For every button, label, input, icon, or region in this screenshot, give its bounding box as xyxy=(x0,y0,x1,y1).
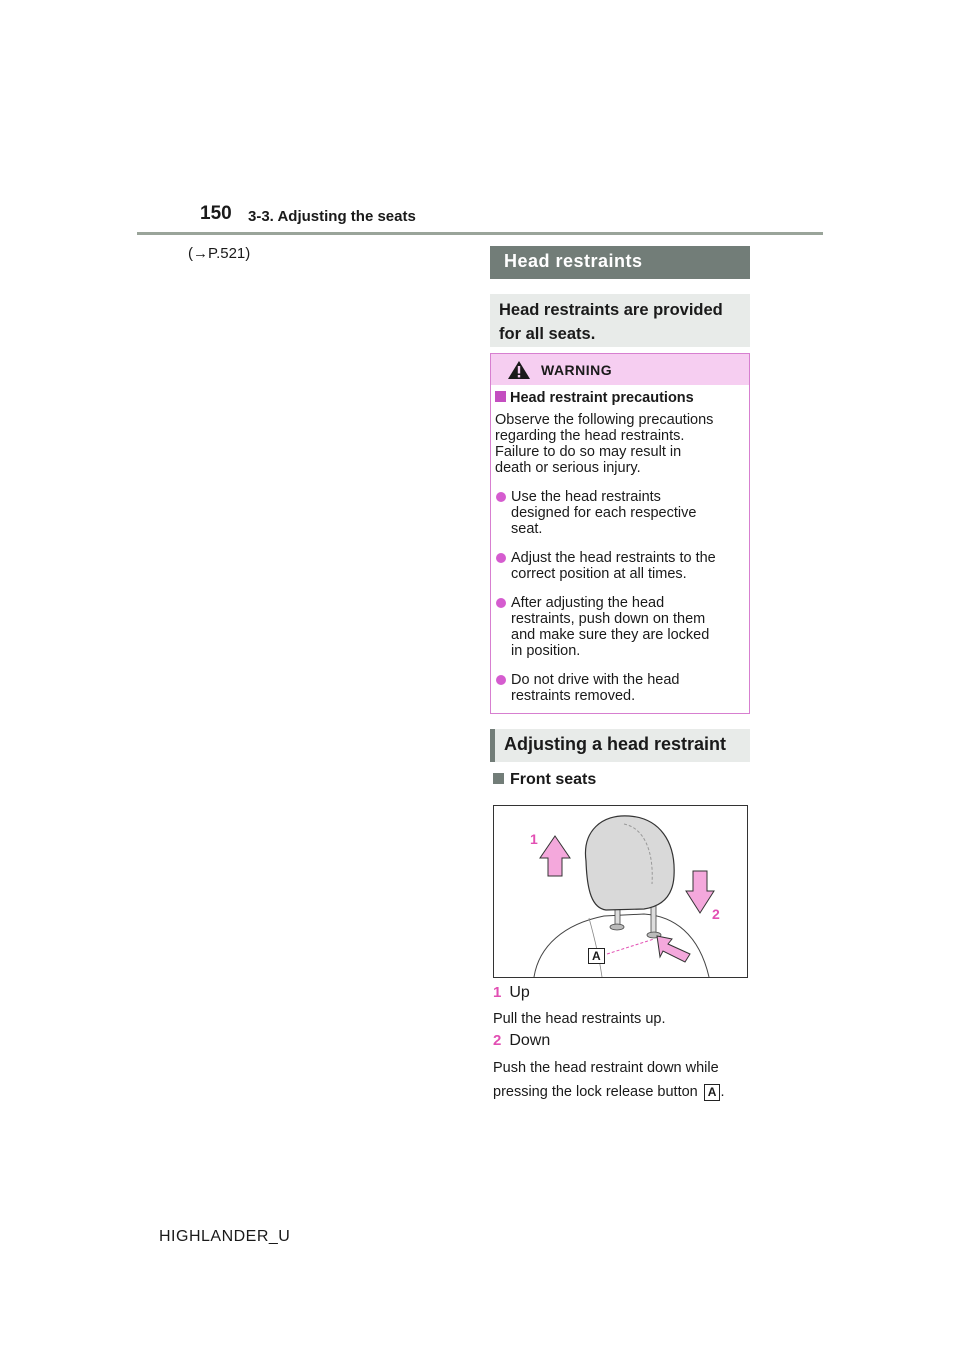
step-2-desc-end: . xyxy=(720,1084,725,1100)
bullet-line: Use the head restraints xyxy=(511,489,661,505)
warning-subheading xyxy=(495,390,694,406)
warning-box xyxy=(490,353,750,714)
bullet-line: restraints removed. xyxy=(511,688,636,704)
bullet-line: in position. xyxy=(511,643,581,659)
bullet-line: After adjusting the head xyxy=(511,595,665,611)
warning-text xyxy=(495,412,745,476)
section-title: 3-3. Adjusting the seats xyxy=(248,208,416,225)
warning-header xyxy=(491,354,749,385)
step-1 xyxy=(493,984,530,1002)
bullet-line: and make sure they are locked xyxy=(511,627,710,643)
warning-bullet xyxy=(496,489,744,537)
figure-label-2: 2 xyxy=(712,906,720,922)
bullet-line: restraints, push down on them xyxy=(511,611,706,627)
heading-head-restraints: Head restraints xyxy=(490,246,750,279)
warning-text-line: regarding the head restraints. xyxy=(495,428,685,444)
warning-text-line: Failure to do so may result in xyxy=(495,444,682,460)
figure-label-1: 1 xyxy=(530,831,538,847)
warning-triangle-icon xyxy=(507,360,531,383)
warning-text-line: death or serious injury. xyxy=(495,460,641,476)
warning-subheading-text: Head restraint precautions xyxy=(510,390,694,406)
head-restraint-illustration xyxy=(493,805,748,978)
step-2-desc-line-2: pressing the lock release button xyxy=(493,1084,698,1100)
warning-bullet xyxy=(496,672,744,704)
bullet-dot-icon xyxy=(496,598,506,608)
step-2-desc-line-1: Push the head restraint down while xyxy=(493,1060,719,1076)
page-number: 150 xyxy=(200,203,232,224)
button-a-label: A xyxy=(704,1084,721,1101)
page-reference: (→P.521) xyxy=(188,245,251,262)
intro-line-2: for all seats. xyxy=(499,325,596,343)
bullet-line: Do not drive with the head xyxy=(511,672,680,688)
step-number: 2 xyxy=(493,1032,502,1049)
up-arrow-icon xyxy=(540,836,570,876)
bullet-line: correct position at all times. xyxy=(511,566,687,582)
square-bullet-icon xyxy=(495,391,506,402)
intro-box xyxy=(490,294,750,347)
down-arrow-icon xyxy=(686,871,714,913)
bullet-dot-icon xyxy=(496,675,506,685)
bullet-dot-icon xyxy=(496,553,506,563)
heading-adjusting: Adjusting a head restraint xyxy=(490,729,750,762)
step-number: 1 xyxy=(493,984,502,1001)
step-2 xyxy=(493,1032,550,1050)
figure-label-a: A xyxy=(588,948,605,964)
subsection-label: Front seats xyxy=(510,771,597,788)
subsection-front-seats xyxy=(493,771,596,789)
warning-bullet xyxy=(496,550,744,582)
bullet-dot-icon xyxy=(496,492,506,502)
bullet-line: seat. xyxy=(511,521,543,537)
step-1-description: Pull the head restraints up. xyxy=(493,1011,666,1027)
step-2-description xyxy=(493,1057,763,1103)
warning-text-line: Observe the following precautions xyxy=(495,412,714,428)
intro-line-1: Head restraints are provided xyxy=(499,301,723,319)
bullet-line: designed for each respective xyxy=(511,505,697,521)
warning-bullet xyxy=(496,595,744,659)
step-label: Up xyxy=(509,984,530,1001)
warning-label: WARNING xyxy=(541,362,613,378)
header-divider xyxy=(137,232,823,235)
bullet-line: Adjust the head restraints to the xyxy=(511,550,716,566)
step-2-desc-line-2-wrap xyxy=(493,1081,763,1103)
square-bullet-icon xyxy=(493,773,504,784)
step-label: Down xyxy=(509,1032,551,1049)
footer-model: HIGHLANDER_U xyxy=(159,1228,291,1245)
